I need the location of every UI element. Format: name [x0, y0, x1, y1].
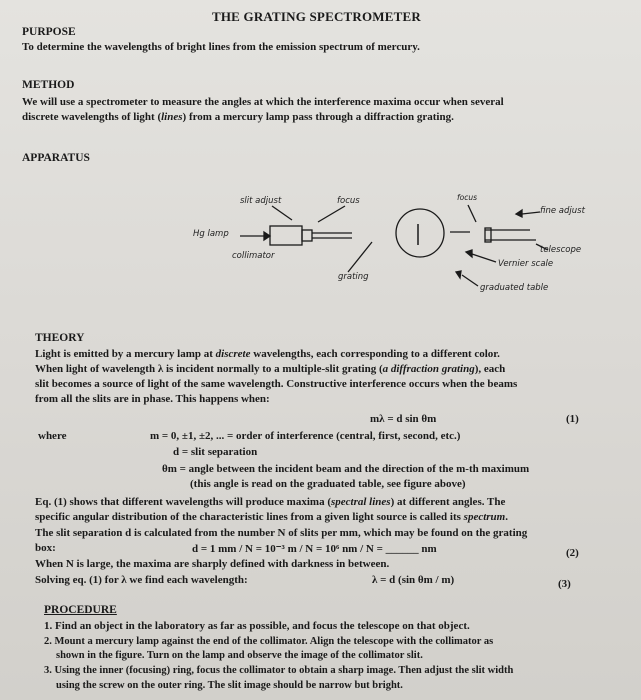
theory-para-1: Light is emitted by a mercury lamp at discrete wavelengths, each corresponding to a different color.: [35, 348, 500, 360]
procedure-step-2b: shown in the figure. Turn on the lamp and observe the image of the collimator slit.: [56, 650, 423, 661]
label-vernier-scale: Vernier scale: [498, 259, 554, 269]
hg-lamp-arrowhead: [264, 232, 270, 240]
graduated-table-leader: [462, 275, 478, 286]
procedure-heading: PROCEDURE: [44, 604, 117, 616]
procedure-step-3a: 3. Using the inner (focusing) ring, focus the collimator to obtain a sharp image. Then adjust the slit width: [44, 665, 514, 676]
label-telescope: telescope: [540, 245, 582, 255]
label-grating: grating: [338, 272, 369, 282]
procedure-step-3b: using the screw on the outer ring. The slit image should be narrow but bright.: [56, 680, 403, 691]
label-slit-adjust: slit adjust: [240, 196, 282, 206]
method-line-2: discrete wavelengths of light (lines) from a mercury lamp pass through a diffraction grating.: [22, 111, 454, 123]
collimator-body: [270, 226, 302, 245]
fine-adjust-leader: [522, 212, 540, 214]
theory-para-7: The slit separation d is calculated from the number N of slits per mm, which may be found on the grating: [35, 527, 528, 539]
equation-2-number: (2): [566, 547, 579, 559]
theory-para-10: Solving eq. (1) for λ we find each wavelength:: [35, 574, 248, 586]
theory-para-9: When N is large, the maxima are sharply defined with darkness in between.: [35, 558, 390, 570]
graduated-table-arrowhead: [456, 271, 461, 278]
graduated-table-circle: [396, 209, 444, 257]
focus-leader-right: [468, 205, 476, 222]
label-hg-lamp: Hg lamp: [193, 229, 229, 239]
theory-heading: THEORY: [35, 332, 85, 344]
where-label: where: [38, 430, 67, 442]
theory-para-5: Eq. (1) shows that different wavelengths will produce maxima (spectral lines) at different angles. The: [35, 496, 506, 508]
procedure-step-2a: 2. Mount a mercury lamp against the end of the collimator. Align the telescope with the collimator as: [44, 636, 494, 647]
grating-leader: [348, 242, 372, 272]
purpose-text: To determine the wavelengths of bright lines from the emission spectrum of mercury.: [22, 41, 420, 53]
procedure-step-1: 1. Find an object in the laboratory as far as possible, and focus the telescope on that object.: [44, 620, 470, 632]
purpose-heading: PURPOSE: [22, 26, 76, 38]
equation-1-number: (1): [566, 413, 579, 425]
document-title: THE GRATING SPECTROMETER: [212, 9, 421, 24]
vernier-leader: [472, 254, 496, 262]
label-graduated-table: graduated table: [480, 283, 549, 293]
definition-m: m = 0, ±1, ±2, ... = order of interference (central, first, second, etc.): [150, 430, 461, 442]
theory-para-3: slit becomes a source of light of the same wavelength. Constructive interference occurs when the beams: [35, 378, 518, 390]
equation-1: mλ = d sin θm: [370, 413, 437, 425]
label-focus-left: focus: [337, 196, 360, 206]
label-collimator: collimator: [232, 251, 275, 261]
focus-leader-left: [318, 206, 345, 222]
theory-para-4: from all the slits are in phase. This happens when:: [35, 393, 270, 405]
method-heading: METHOD: [22, 79, 75, 91]
vernier-arrowhead: [466, 250, 472, 257]
equation-3: λ = d (sin θm / m): [372, 574, 455, 586]
theory-para-2: When light of wavelength λ is incident normally to a multiple-slit grating (a diffraction grating), each: [35, 363, 506, 375]
fine-adjust-arrowhead: [516, 210, 522, 217]
equation-3-number: (3): [558, 578, 571, 590]
definition-theta-note: (this angle is read on the graduated table, see figure above): [190, 478, 466, 490]
label-fine-adjust: fine adjust: [540, 206, 585, 216]
theory-para-8: box:: [35, 542, 56, 554]
method-line-1: We will use a spectrometer to measure the angles at which the interference maxima occur when several: [22, 96, 504, 108]
apparatus-heading: APPARATUS: [22, 152, 90, 164]
slit-adjust-leader: [272, 206, 292, 220]
equation-2: d = 1 mm / N = 10⁻³ m / N = 10⁶ nm / N = ______ nm: [192, 543, 437, 555]
theory-para-6: specific angular distribution of the characteristic lines from a given light source is called its spectrum.: [35, 511, 508, 523]
definition-d: d = slit separation: [173, 446, 258, 458]
label-focus-right: focus: [457, 193, 478, 202]
collimator-ring: [302, 230, 312, 241]
definition-theta: θm = angle between the incident beam and the direction of the m-th maximum: [162, 463, 530, 475]
